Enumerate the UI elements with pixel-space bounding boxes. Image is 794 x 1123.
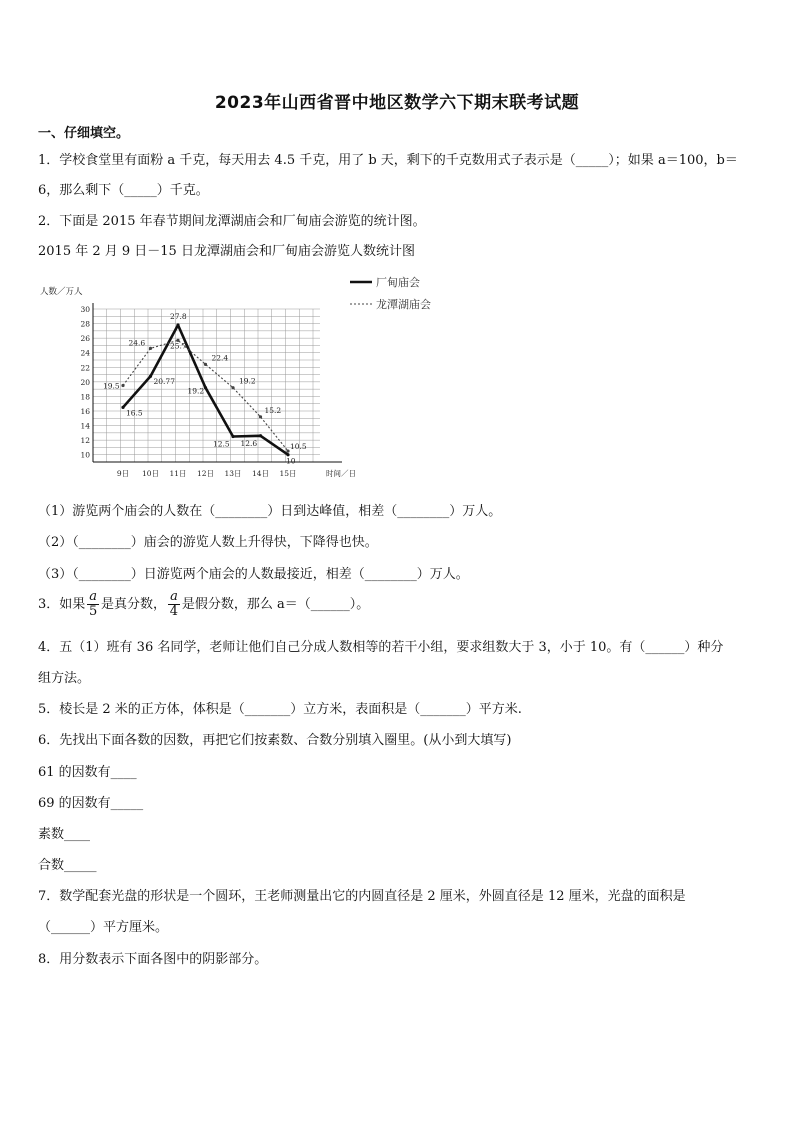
x-tick-label: 15日 [279, 469, 297, 478]
y-tick-label: 24 [80, 348, 90, 358]
data-label: 22.4 [211, 353, 229, 363]
fraction-a-over-5: $\frac{a}{5}$ [89, 589, 98, 619]
page-title: 2023年山西省晋中地区数学六下期末联考试题 [214, 93, 580, 113]
data-point [176, 323, 179, 326]
data-label: 12.5 [213, 439, 230, 449]
data-label: 10.5 [290, 442, 307, 452]
chart-series [121, 323, 289, 456]
y-tick-label: 20 [80, 377, 90, 387]
data-point [259, 415, 262, 418]
legend-label: 龙潭湖庙会 [376, 298, 431, 311]
question-2-sub-2: （2）（________）庙会的游览人数上升得快，下降得也快。 [38, 535, 378, 550]
y-tick-label: 26 [80, 334, 90, 344]
question-3 [38, 590, 369, 619]
y-tick-label: 28 [80, 319, 90, 329]
x-tick-label: 14日 [251, 469, 270, 478]
question-6-item-61: 61 的因数有____ [38, 765, 137, 780]
data-point [204, 386, 207, 389]
question-1-line-1: 1．学校食堂里有面粉 a 千克，每天用去 4.5 千克，用了 b 天，剩下的千克数用式子表示是（_____）；如果 a＝100，b＝ [38, 153, 738, 168]
data-label: 16.5 [126, 408, 143, 418]
question-6-composite: 合数_____ [38, 858, 97, 873]
section-heading: 一、仔细填空。 [38, 126, 130, 141]
y-tick-label: 16 [80, 407, 90, 416]
data-label: 25.7 [170, 341, 187, 351]
question-6-item-69: 69 的因数有_____ [38, 796, 144, 811]
chart-legend [350, 275, 431, 311]
x-tick-label: 9日 [116, 469, 130, 478]
x-tick-label: 10日 [141, 469, 160, 478]
question-7-line-1: 7．数学配套光盘的形状是一个圆环，王老师测量出它的内圆直径是 2 厘米，外圆直径是 12 厘米，光盘的面积是 [38, 889, 686, 904]
data-point [149, 347, 152, 350]
y-tick-label: 12 [80, 436, 90, 446]
data-label: 10 [286, 456, 296, 466]
question-6: 6．先找出下面各数的因数，再把它们按素数、合数分别填入圈里。(从小到大填写) [38, 733, 512, 748]
y-tick-label: 18 [80, 392, 90, 402]
question-2-sub-3: （3）（________）日游览两个庙会的人数最接近，相差（________）万人。 [38, 567, 469, 582]
data-label: 19.2 [187, 386, 205, 396]
data-point [121, 384, 124, 387]
question-2: 2．下面是 2015 年春节期间龙潭湖庙会和厂甸庙会游览的统计图。 [38, 214, 426, 229]
fraction-a-over-4: $\frac{a}{4}$ [169, 589, 179, 619]
data-label: 19.5 [103, 381, 120, 391]
question-5: 5．棱长是 2 米的正方体，体积是（_______）立方米，表面积是（_______）平方米. [38, 702, 522, 717]
question-3-mid: 是真分数， [101, 597, 167, 612]
chart-grid [93, 309, 320, 462]
line-chart [30, 272, 450, 488]
data-label: 15.2 [264, 405, 282, 415]
data-label: 19.2 [239, 376, 256, 386]
question-4-line-1: 4．五（1）班有 36 名同学，老师让他们自己分成人数相等的若干小组，要求组数大于 3，小于 10。有（______）种分 [38, 640, 724, 655]
question-1-line-2: 6，那么剩下（_____）千克。 [38, 183, 209, 198]
x-tick-label: 12日 [196, 469, 215, 478]
question-8: 8．用分数表示下面各图中的阴影部分。 [38, 952, 268, 967]
question-7-line-2: （______）平方厘米。 [38, 920, 169, 935]
data-point [231, 435, 234, 438]
data-point [121, 406, 124, 409]
data-label: 20.77 [153, 377, 175, 387]
y-tick-label: 22 [80, 363, 90, 373]
y-tick-label: 10 [80, 450, 90, 460]
data-label: 24.6 [128, 338, 146, 348]
x-tick-label: 13日 [224, 469, 242, 478]
data-point [204, 363, 207, 366]
legend-label: 厂甸庙会 [376, 276, 420, 289]
x-axis-title: 时间／日 [326, 469, 356, 478]
question-6-prime: 素数____ [38, 827, 91, 842]
question-4-line-2: 组方法。 [38, 671, 91, 686]
y-tick-label: 14 [80, 421, 90, 431]
x-tick-label: 11日 [169, 469, 187, 478]
y-axis-title: 人数／万人 [40, 287, 83, 297]
chart-caption: 2015 年 2 月 9 日－15 日龙潭湖庙会和厂甸庙会游览人数统计图 [38, 244, 415, 259]
data-label: 27.8 [170, 312, 187, 322]
question-3-suffix: 是假分数，那么 a＝（______）。 [181, 597, 370, 612]
data-label: 12.6 [240, 438, 258, 448]
data-point [149, 375, 152, 378]
y-tick-label: 30 [80, 305, 90, 314]
data-point [259, 434, 262, 437]
data-point [231, 386, 234, 389]
question-2-sub-1: （1）游览两个庙会的人数在（________）日到达峰值，相差（________）万人。 [38, 504, 502, 519]
question-3-prefix: 3．如果 [38, 597, 86, 612]
